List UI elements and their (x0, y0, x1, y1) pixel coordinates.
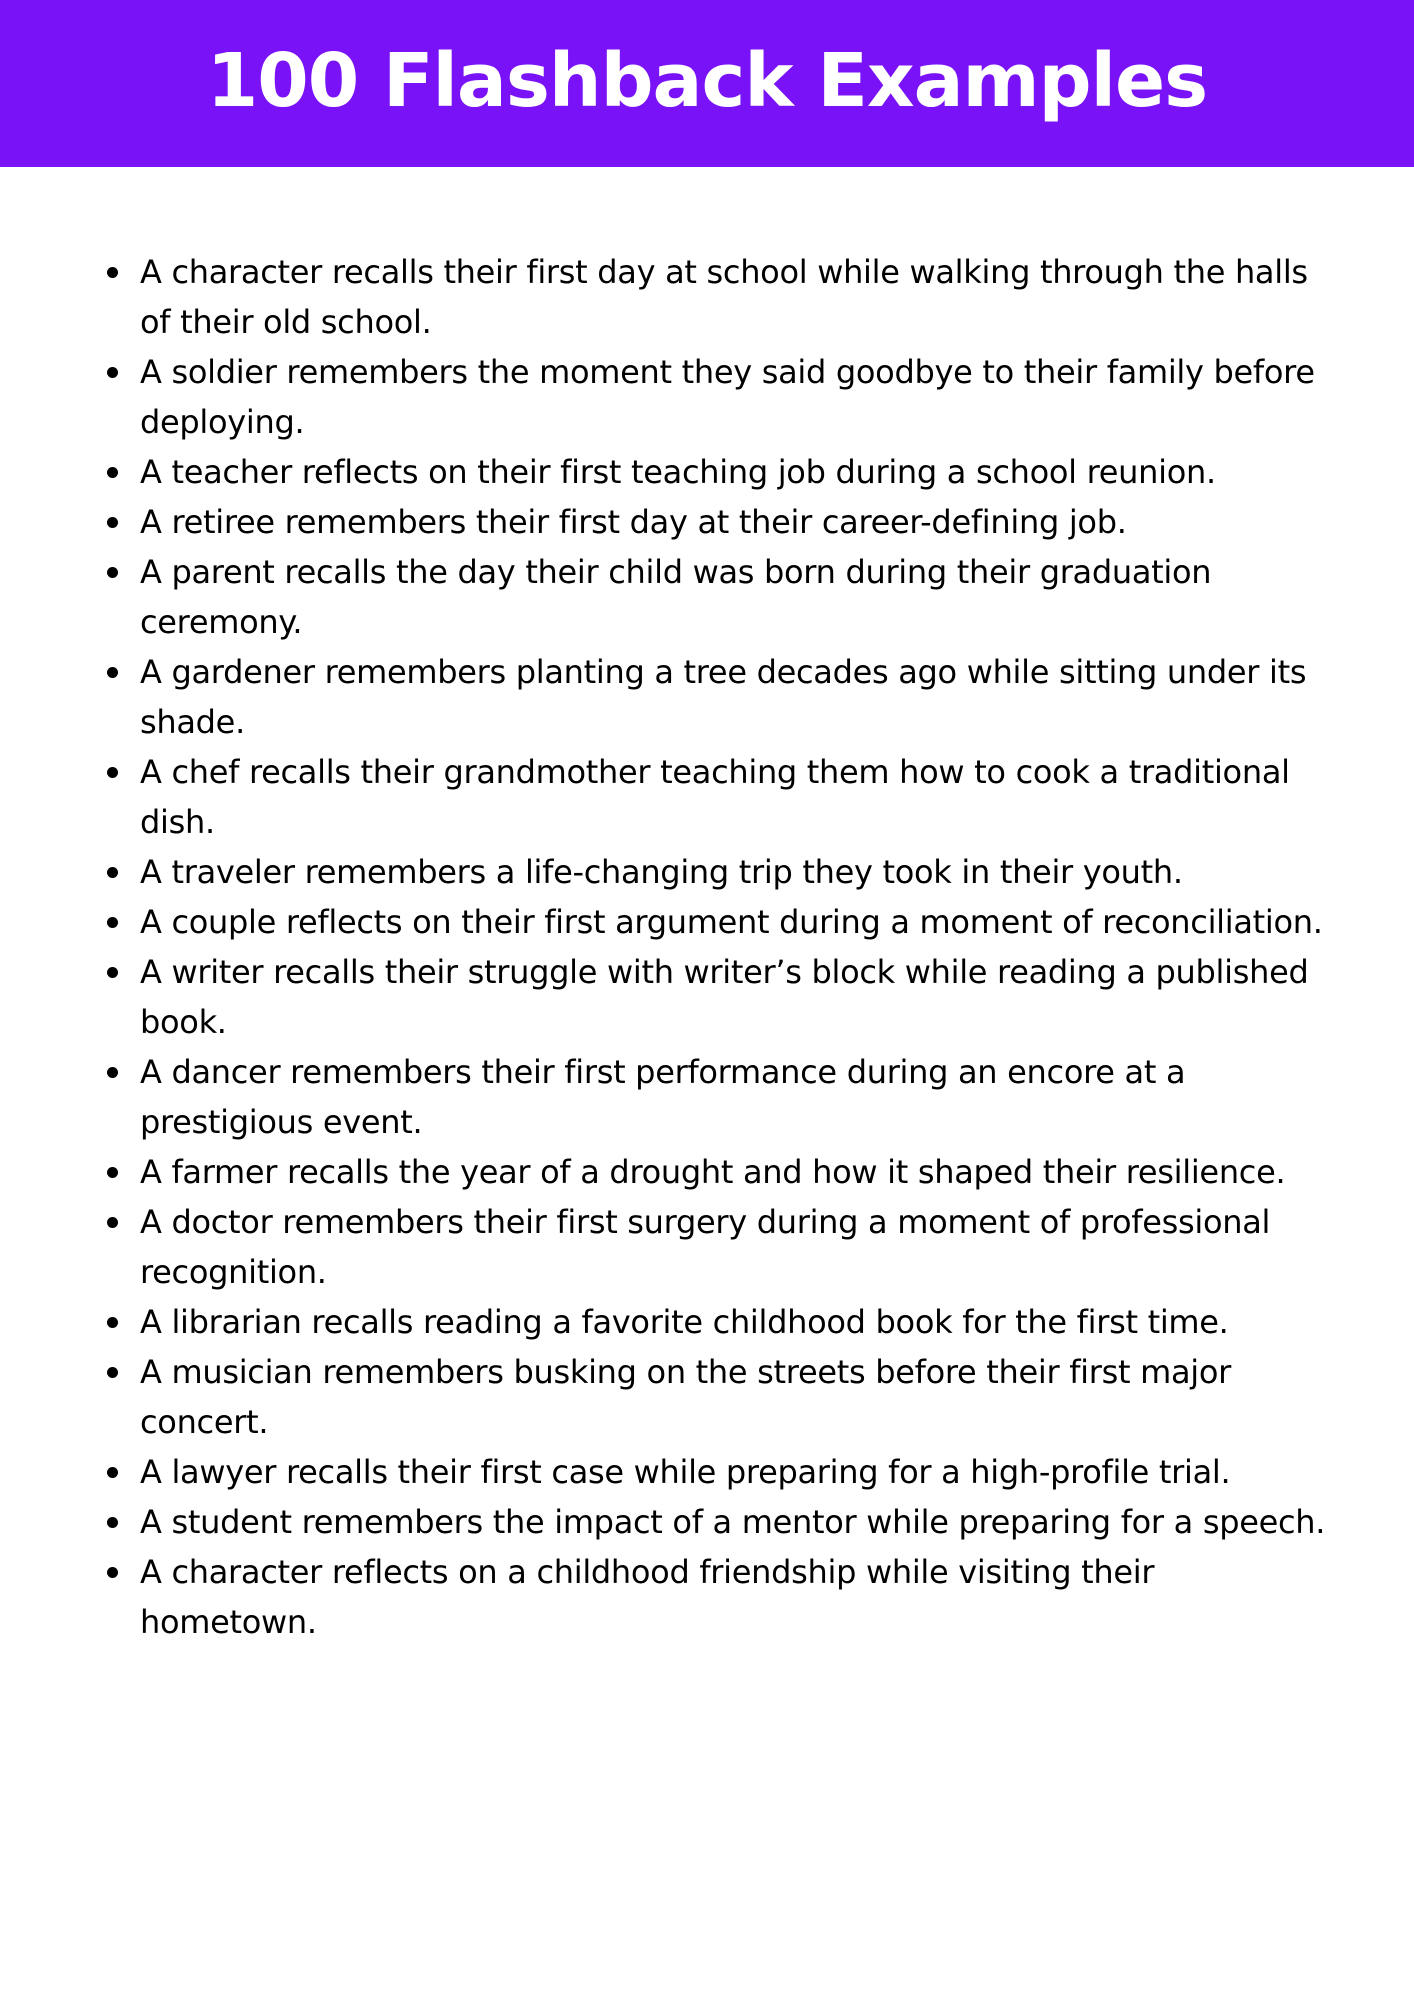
bullet-icon (107, 1517, 118, 1528)
list-item-text: A librarian recalls reading a favorite childhood book for the first time. (140, 1303, 1229, 1341)
list-item-text: A lawyer recalls their first case while preparing for a high-profile trial. (140, 1453, 1231, 1491)
list-item-text: A musician remembers busking on the streets before their first major concert. (140, 1353, 1232, 1441)
list-item (0, 647, 1340, 747)
list-item (0, 1547, 1340, 1647)
list-item-text: A retiree remembers their first day at their career-defining job. (140, 503, 1127, 541)
bullet-icon (107, 967, 118, 978)
list-item (0, 447, 1340, 497)
bullet-icon (107, 517, 118, 528)
bullet-icon (107, 1317, 118, 1328)
list-item-text: A farmer recalls the year of a drought and how it shaped their resilience. (140, 1153, 1286, 1191)
header-banner (0, 0, 1414, 167)
list-item-text: A parent recalls the day their child was born during their graduation ceremony. (140, 553, 1212, 641)
list-item-text: A gardener remembers planting a tree decades ago while sitting under its shade. (140, 653, 1307, 741)
list-item (0, 747, 1340, 847)
list-item (0, 1297, 1340, 1347)
bullet-icon (107, 867, 118, 878)
list-item (0, 1047, 1340, 1147)
list-item (0, 1497, 1340, 1547)
list-item (0, 497, 1340, 547)
list-item (0, 247, 1340, 347)
list-item-text: A chef recalls their grandmother teaching them how to cook a traditional dish. (140, 753, 1290, 841)
list-item (0, 897, 1340, 947)
list-item (0, 1197, 1340, 1297)
list-item-text: A character recalls their first day at school while walking through the halls of their old school. (140, 253, 1308, 341)
list-item-text: A teacher reflects on their first teaching job during a school reunion. (140, 453, 1216, 491)
flashback-examples-list (0, 247, 1414, 1647)
list-item (0, 547, 1340, 647)
bullet-icon (107, 1217, 118, 1228)
bullet-icon (107, 567, 118, 578)
bullet-icon (107, 467, 118, 478)
bullet-icon (107, 667, 118, 678)
list-item-text: A dancer remembers their first performance during an encore at a prestigious event. (140, 1053, 1186, 1141)
list-item (0, 1447, 1340, 1497)
bullet-icon (107, 1467, 118, 1478)
bullet-icon (107, 267, 118, 278)
list-item-text: A couple reflects on their first argument during a moment of reconciliation. (140, 903, 1323, 941)
list-item (0, 1347, 1340, 1447)
bullet-icon (107, 1367, 118, 1378)
list-item (0, 1147, 1340, 1197)
list-item-text: A soldier remembers the moment they said goodbye to their family before deploying. (140, 353, 1315, 441)
list-item (0, 947, 1340, 1047)
bullet-icon (107, 367, 118, 378)
bullet-icon (107, 767, 118, 778)
list-item (0, 347, 1340, 447)
list-item-text: A doctor remembers their first surgery during a moment of professional recognition. (140, 1203, 1271, 1291)
page-title: 100 Flashback Examples (206, 37, 1208, 124)
list-item (0, 847, 1340, 897)
bullet-icon (107, 1167, 118, 1178)
list-item-text: A character reflects on a childhood friendship while visiting their hometown. (140, 1553, 1155, 1641)
list-item-text: A student remembers the impact of a mentor while preparing for a speech. (140, 1503, 1326, 1541)
list-item-text: A writer recalls their struggle with writer’s block while reading a published book. (140, 953, 1309, 1041)
bullet-icon (107, 917, 118, 928)
list-item-text: A traveler remembers a life-changing trip they took in their youth. (140, 853, 1183, 891)
bullet-icon (107, 1567, 118, 1578)
bullet-icon (107, 1067, 118, 1078)
